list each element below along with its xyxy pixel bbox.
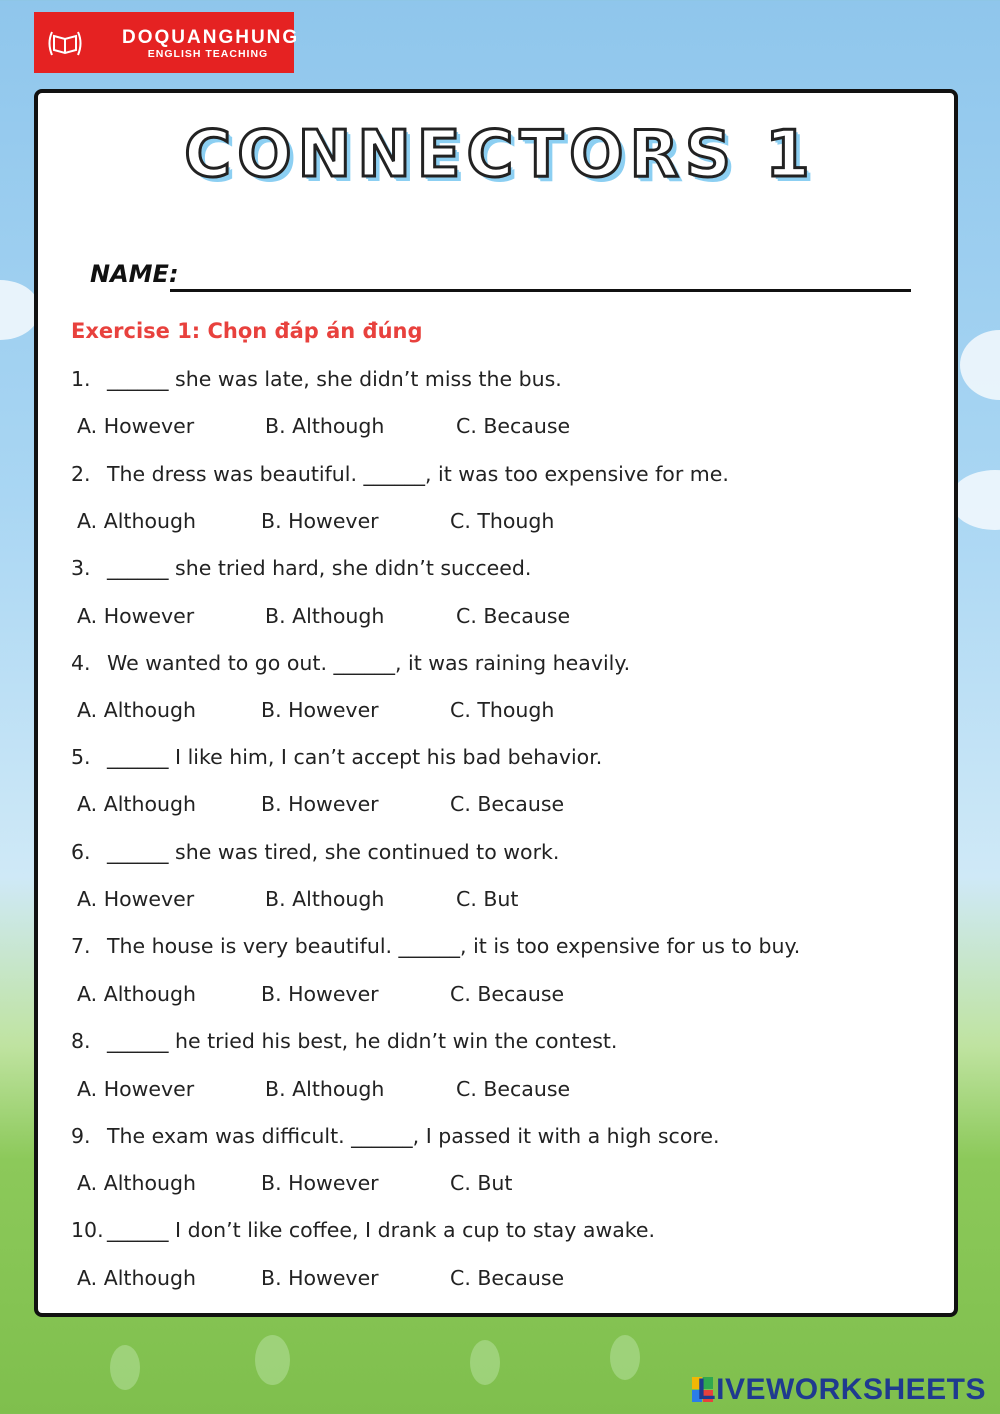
option-c[interactable]: C. Because [456,1077,571,1101]
question-number: 8. [71,1029,91,1053]
question-7 [71,934,800,958]
open-book-laurel-icon [42,20,88,66]
option-b[interactable]: B. Although [265,414,385,438]
option-c[interactable]: C. Because [450,1266,565,1290]
option-b[interactable]: B. Although [265,604,385,628]
question-text: The exam was difficult. ______, I passed it with a high score. [107,1124,720,1148]
question-6 [71,840,559,864]
question-3 [71,556,531,580]
option-a[interactable]: A. Although [77,1266,196,1290]
option-c[interactable]: C. Because [450,792,565,816]
option-c[interactable]: C. Because [456,604,571,628]
option-c[interactable]: C. Because [450,982,565,1006]
background-bush [610,1335,640,1380]
question-number: 9. [71,1124,91,1148]
background-bush [110,1345,140,1390]
brand-logo [34,12,300,73]
option-a[interactable]: A. Although [77,509,196,533]
option-b[interactable]: B. However [261,1266,379,1290]
option-c[interactable]: C. Because [456,414,571,438]
question-2 [71,462,729,486]
option-c[interactable]: C. But [456,887,519,911]
logo-name: DOQUANGHUNG [122,27,300,48]
option-c[interactable]: C. Though [450,509,555,533]
question-10 [71,1218,655,1242]
question-4 [71,651,630,675]
option-c[interactable]: C. But [450,1171,513,1195]
question-number: 6. [71,840,91,864]
question-1 [71,367,562,391]
question-number: 2. [71,462,91,486]
option-a[interactable]: A. However [77,887,195,911]
option-a[interactable]: A. However [77,414,195,438]
question-text: ______ I like him, I can’t accept his bad behavior. [107,745,603,769]
question-8 [71,1029,617,1053]
question-text: ______ I don’t like coffee, I drank a cup to stay awake. [107,1218,656,1242]
question-number: 7. [71,934,91,958]
worksheet-title: CONNECTORS 1 [184,118,816,192]
option-a[interactable]: A. However [77,1077,195,1101]
question-number: 1. [71,367,91,391]
option-a[interactable]: A. However [77,604,195,628]
question-text: We wanted to go out. ______, it was raining heavily. [107,651,631,675]
question-number: 4. [71,651,91,675]
option-b[interactable]: B. However [261,509,379,533]
option-c[interactable]: C. Though [450,698,555,722]
name-label: NAME: [90,260,179,288]
option-a[interactable]: A. Although [77,792,196,816]
option-a[interactable]: A. Although [77,698,196,722]
name-input-line[interactable] [170,289,911,292]
question-text: ______ she was tired, she continued to work. [107,840,560,864]
option-a[interactable]: A. Although [77,1171,196,1195]
option-b[interactable]: B. Although [265,887,385,911]
exercise-heading: Exercise 1: Chọn đáp án đúng [71,319,423,343]
question-number: 10. [71,1218,104,1242]
option-b[interactable]: B. However [261,698,379,722]
question-text: The dress was beautiful. ______, it was too expensive for me. [107,462,729,486]
logo-tagline: ENGLISH TEACHING [147,48,269,60]
question-5 [71,745,602,769]
option-b[interactable]: B. However [261,792,379,816]
question-text: ______ she was late, she didn’t miss the bus. [107,367,562,391]
option-b[interactable]: B. Although [265,1077,385,1101]
background-bush [470,1340,500,1385]
liveworksheets-brand: LIVEWORKSHEETS [697,1373,986,1406]
question-text: ______ he tried his best, he didn’t win the contest. [107,1029,618,1053]
option-b[interactable]: B. However [261,1171,379,1195]
option-a[interactable]: A. Although [77,982,196,1006]
question-number: 3. [71,556,91,580]
question-number: 5. [71,745,91,769]
question-9 [71,1124,719,1148]
background-cloud [960,330,1000,400]
option-b[interactable]: B. However [261,982,379,1006]
question-text: The house is very beautiful. ______, it is too expensive for us to buy. [107,934,801,958]
background-bush [255,1335,290,1385]
question-text: ______ she tried hard, she didn’t succeed. [107,556,532,580]
